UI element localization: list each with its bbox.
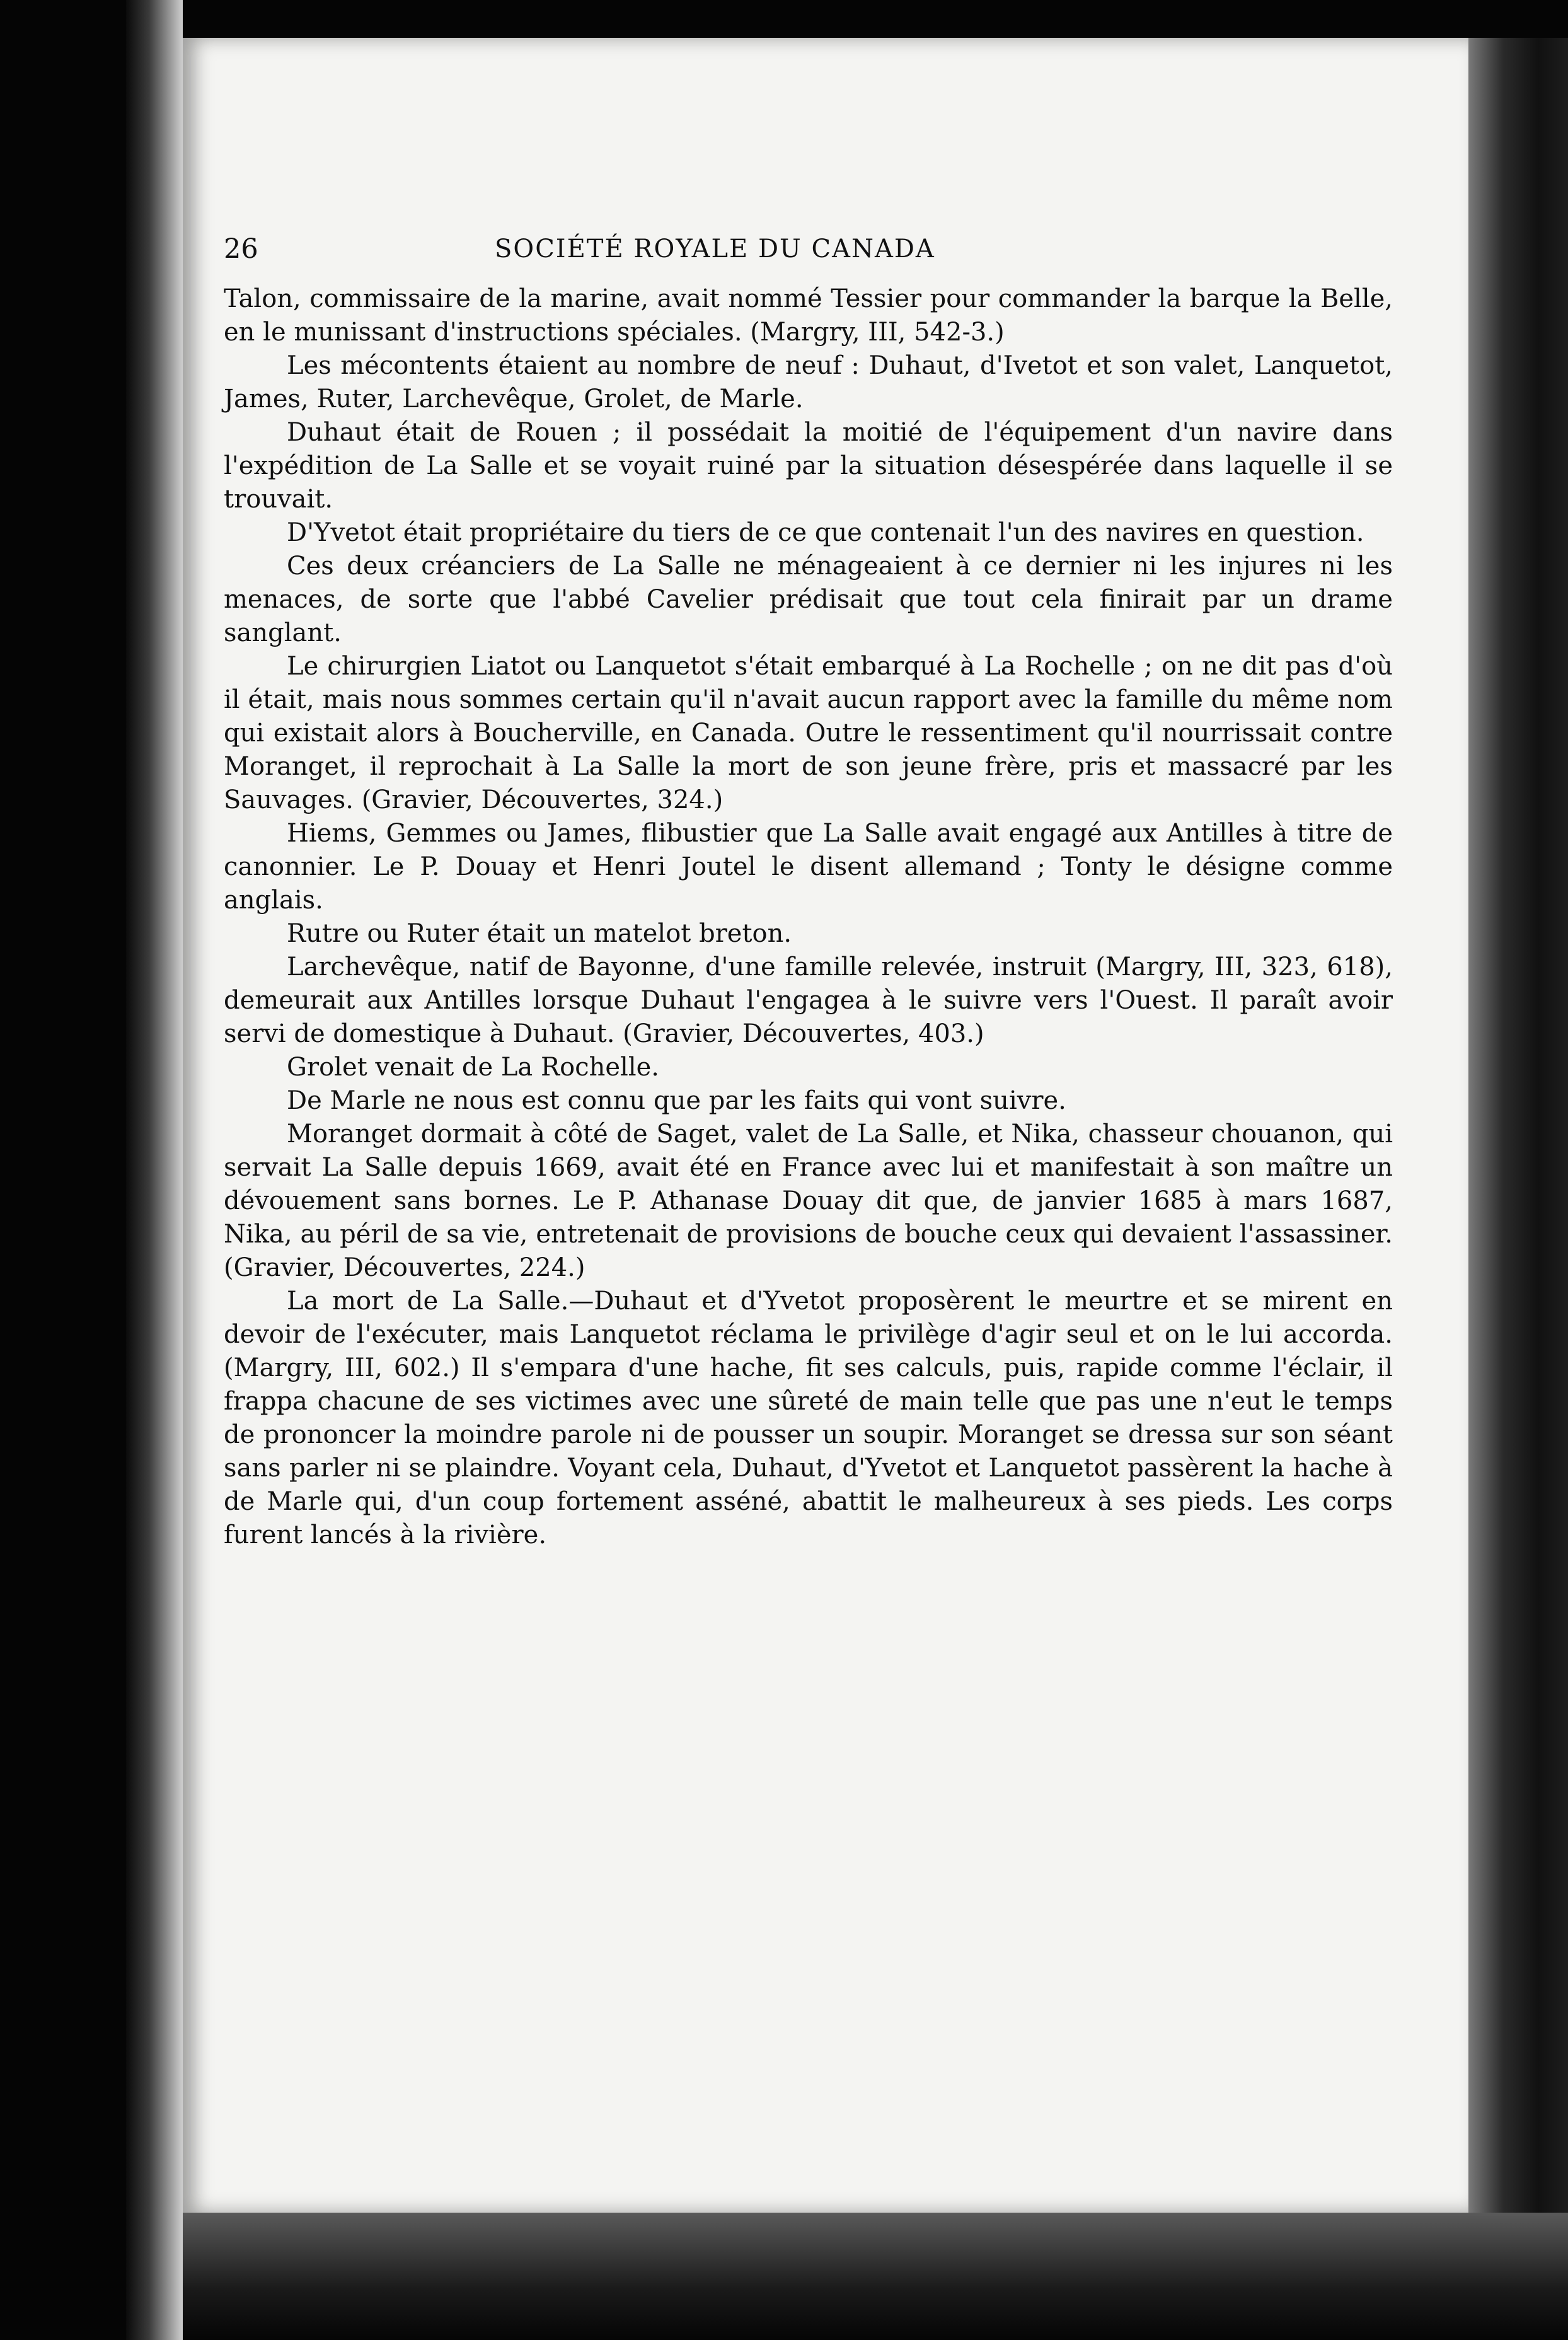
paragraph: Moranget dormait à côté de Saget, valet de La Salle, et Nika, chasseur chouanon, qui servait La Salle depuis 1669, avait été en France avec lui et manifestait à son maître un dévouement sans bornes. Le P. Athanase Douay dit que, de janvier 1685 à mars 1687, Nika, au péril de sa vie, entretenait de provisions de bouche ceux qui devaient l'assassiner. (Gravier, Découvertes, 224.)	[224, 1120, 1393, 1282]
paragraph: Le chirurgien Liatot ou Lanquetot s'était embarqué à La Rochelle ; on ne dit pas d'où il était, mais nous sommes certain qu'il n'avait aucun rapport avec la famille du même nom qui existait alors à Boucherville, en Canada. Outre le ressentiment qu'il nourrissait contre Moranget, il reprochait à La Salle la mort de son jeune frère, pris et massacré par les Sauvages. (Gravier, Découvertes, 324.)	[224, 652, 1393, 814]
page-right-edge	[1468, 38, 1568, 2213]
page-content	[224, 233, 1393, 1552]
paragraph: Hiems, Gemmes ou James, flibustier que La Salle avait engagé aux Antilles à titre de canonnier. Le P. Douay et Henri Joutel le disent allemand ; Tonty le désigne comme anglais.	[224, 819, 1393, 915]
paragraph: Rutre ou Ruter était un matelot breton.	[287, 919, 792, 948]
page-header	[224, 233, 1393, 277]
paragraph: De Marle ne nous est connu que par les faits qui vont suivre.	[287, 1086, 1066, 1115]
paragraph: La mort de La Salle.—Duhaut et d'Yvetot proposèrent le meurtre et se mirent en devoir de l'exécuter, mais Lanquetot réclama le privilège d'agir seul et on le lui accorda. (Margry, III, 602.) Il s'empara d'une hache, fit ses calculs, puis, rapide comme l'éclair, il frappa chacune de ses victimes avec une sûreté de main telle que pas une n'eut le temps de prononcer la moindre parole ni de pousser un soupir. Moranget se dressa sur son séant sans parler ni se plaindre. Voyant cela, Duhaut, d'Yvetot et Lanquetot passèrent la hache à de Marle qui, d'un coup fortement asséné, abattit le malheureux à ses pieds. Les corps furent lancés à la rivière.	[224, 1287, 1393, 1549]
running-title: SOCIÉTÉ ROYALE DU CANADA	[495, 235, 935, 264]
paragraph: Duhaut était de Rouen ; il possédait la moitié de l'équipement d'un navire dans l'expédition de La Salle et se voyait ruiné par la situation désespérée dans laquelle il se trouvait.	[224, 418, 1393, 514]
paragraph: Grolet venait de La Rochelle.	[287, 1053, 659, 1082]
paragraph: Les mécontents étaient au nombre de neuf : Duhaut, d'Ivetot et son valet, Lanquetot, James, Ruter, Larchevêque, Grolet, de Marle.	[224, 351, 1393, 414]
body-text	[224, 282, 1393, 1552]
paragraph: Larchevêque, natif de Bayonne, d'une famille relevée, instruit (Margry, III, 323, 618), demeurait aux Antilles lorsque Duhaut l'engagea à le suivre vers l'Ouest. Il paraît avoir servi de domestique à Duhaut. (Gravier, Découvertes, 403.)	[224, 953, 1393, 1048]
page-bottom-edge	[183, 2213, 1568, 2340]
paragraph: Ces deux créanciers de La Salle ne ménageaient à ce dernier ni les injures ni les menaces, de sorte que l'abbé Cavelier prédisait que tout cela finirait par un drame sanglant.	[224, 552, 1393, 647]
paragraph: Talon, commissaire de la marine, avait nommé Tessier pour commander la barque la Belle, en le munissant d'instructions spéciales. (Margry, III, 542-3.)	[224, 284, 1393, 347]
binding-shadow	[126, 0, 183, 2340]
page-number: 26	[224, 233, 258, 265]
paragraph: D'Yvetot était propriétaire du tiers de ce que contenait l'un des navires en question.	[287, 518, 1364, 547]
